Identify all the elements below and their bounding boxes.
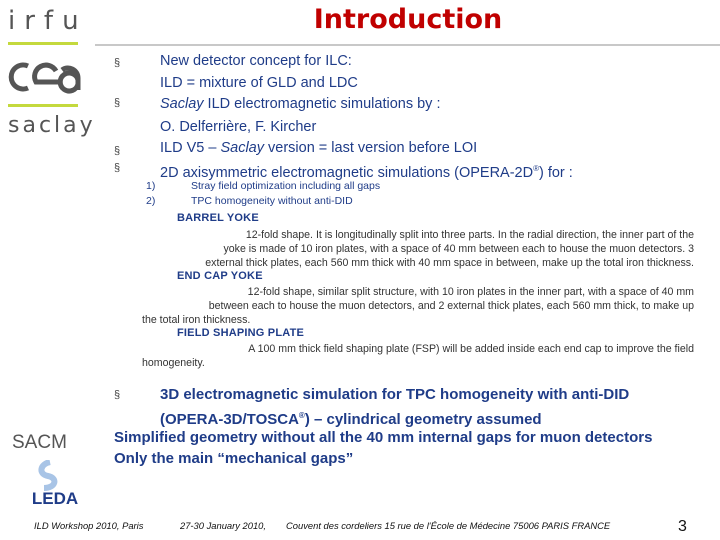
footer-event: ILD Workshop 2010, Paris — [34, 520, 144, 531]
saclay-logo: saclay — [8, 113, 96, 138]
section-heading: BARREL YOKE — [177, 212, 259, 224]
section-heading: END CAP YOKE — [177, 270, 263, 282]
bullet-text: 3D electromagnetic simulation for TPC homogeneity with anti-DID — [160, 386, 630, 403]
description-line: yoke is made of 10 iron plates, with a space of 40 mm between each to house the muon detectors. 3 — [223, 243, 694, 255]
list-item: Stray field optimization including all gaps — [191, 180, 381, 192]
page-title: Introduction — [313, 4, 503, 35]
bullet-text: Saclay ILD electromagnetic simulations by : — [160, 96, 441, 112]
description-line: between each to house the muon detectors, and 2 external thick plates, each 560 mm thick, to make up — [208, 300, 694, 312]
cea-logo — [8, 58, 84, 96]
bullet-marker: § — [114, 162, 121, 174]
description-line: 12-fold shape, similar split structure, with 10 iron plates in the inner part, with a space of 40 mm — [247, 286, 694, 298]
list-number: 1) — [146, 180, 156, 192]
footer-dates: 27-30 January 2010, — [180, 520, 267, 531]
bullet-text: New detector concept for ILC: — [160, 53, 352, 69]
description-line: 12-fold shape. It is longitudinally split into three parts. In the radial direction, the inner part of the — [245, 229, 694, 241]
list-item: TPC homogeneity without anti-DID — [191, 195, 353, 207]
irfu-logo: irfu — [8, 6, 88, 36]
page-number: 3 — [678, 518, 687, 535]
bullet-text: (OPERA-3D/TOSCA®) – cylindrical geometry assumed — [160, 411, 542, 428]
description-line: A 100 mm thick field shaping plate (FSP) will be added inside each end cap to improve the field — [248, 343, 694, 355]
leda-logo — [20, 460, 90, 508]
bullet-marker: § — [114, 97, 121, 109]
bullet-subtext: O. Delferrière, F. Kircher — [160, 119, 317, 135]
footer-venue: Couvent des cordeliers 15 rue de l'École de Médecine 75006 PARIS FRANCE — [286, 520, 611, 531]
bullet-text: Simplified geometry without all the 40 mm internal gaps for muon detectors — [114, 429, 653, 446]
description-line: external thick plates, each 560 mm thick with 40 mm space in between, make up the total iron thickness. — [205, 257, 694, 269]
bullet-text: 2D axisymmetric electromagnetic simulations (OPERA-2D®) for : — [160, 164, 573, 181]
sacm-label: SACM — [12, 432, 67, 453]
title-divider — [95, 44, 720, 46]
bullet-subtext: ILD = mixture of GLD and LDC — [160, 75, 358, 91]
bullet-marker: § — [114, 389, 121, 401]
leda-logo-text: LEDA — [31, 489, 79, 508]
section-heading: FIELD SHAPING PLATE — [177, 327, 305, 339]
bullet-marker: § — [114, 145, 121, 157]
bullet-text: ILD V5 – Saclay version = last version before LOI — [160, 140, 478, 156]
irfu-underline — [8, 42, 78, 45]
bullet-text: Only the main “mechanical gaps” — [114, 450, 354, 467]
cea-underline — [8, 104, 78, 107]
list-number: 2) — [146, 195, 156, 207]
bullet-marker: § — [114, 57, 121, 69]
description-line: the total iron thickness. — [142, 314, 251, 326]
description-line: homogeneity. — [142, 357, 205, 369]
